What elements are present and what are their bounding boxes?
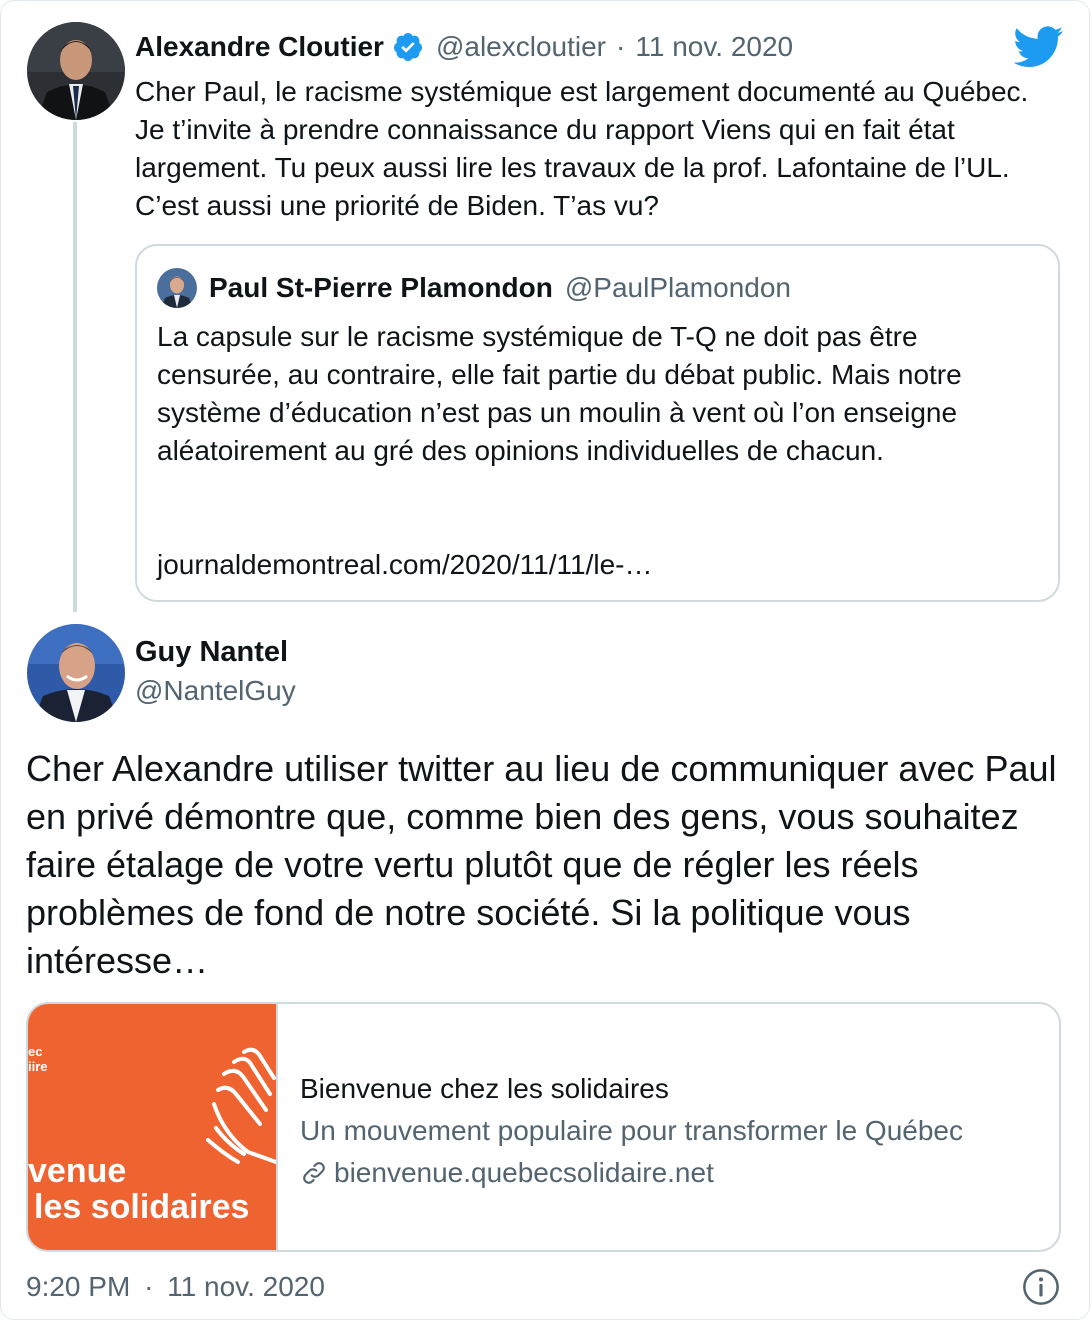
quoted-tweet-header <box>157 268 791 308</box>
thumbnail-small-line-1: ec <box>28 1044 43 1059</box>
link-icon <box>300 1159 328 1187</box>
tweet1-date[interactable]: 11 nov. 2020 <box>635 31 794 62</box>
avatar-guy-nantel[interactable] <box>27 624 125 722</box>
tweet-timestamp[interactable] <box>26 1268 325 1306</box>
avatar-alexandre-cloutier[interactable] <box>27 22 125 120</box>
raised-fist-icon <box>204 1044 276 1170</box>
info-icon[interactable] <box>1022 1268 1060 1306</box>
tweet1-handle[interactable]: @alexcloutier <box>435 31 607 62</box>
twitter-bird-icon[interactable] <box>1014 26 1064 68</box>
avatar-paul-plamondon[interactable] <box>157 268 197 308</box>
card-divider <box>276 1004 278 1252</box>
tweet1-text: Cher Paul, le racisme systémique est largement documenté au Québec. Je t’invite à prendre connaissance du rapport Viens qui en fait état largement. Tu peux aussi lire les travaux de la prof. Lafontaine de l’UL. C’est aussi une priorité de Biden. T’as vu? <box>135 76 1029 221</box>
thumbnail-small-text <box>28 1044 48 1074</box>
verified-badge-icon <box>392 31 424 63</box>
quoted-tweet-text: La capsule sur le racisme systémique de T-Q ne doit pas être censurée, au contraire, elle fait partie du débat public. Mais notre système d’éducation n’est pas un moulin à vent où l’on enseigne aléatoirement au gré des opinions individuelles de chacun. <box>157 321 962 466</box>
avatar-photo <box>27 624 125 722</box>
thread-connector-line <box>73 122 77 612</box>
tweet2-author-handle[interactable]: @NantelGuy <box>135 675 296 706</box>
link-preview-title[interactable]: Bienvenue chez les solidaires <box>300 1073 669 1104</box>
thumbnail-small-line-2: iire <box>28 1059 48 1074</box>
tweet-date: 11 nov. 2020 <box>167 1271 325 1302</box>
tweet2-text: Cher Alexandre utiliser twitter au lieu de communiquer avec Paul en privé démontre que, comme bien des gens, vous souhaitez faire étalage de votre vertu plutôt que de régler les réels problèmes de fond de notre société. Si la politique vous intéresse… <box>26 748 1057 981</box>
link-preview-url-row[interactable] <box>300 1154 714 1192</box>
timestamp-separator: · <box>144 1271 154 1302</box>
quoted-tweet-card[interactable] <box>135 244 1060 602</box>
link-preview-thumbnail <box>28 1004 276 1252</box>
link-preview-description: Un mouvement populaire pour transformer le Québec <box>300 1115 964 1146</box>
tweet1-header <box>135 28 793 66</box>
avatar-photo <box>157 268 197 308</box>
quoted-author-handle[interactable]: @PaulPlamondon <box>564 272 791 303</box>
tweet1-separator: · <box>616 31 626 62</box>
link-preview-card[interactable] <box>26 1002 1061 1252</box>
tweet1-author-name[interactable]: Alexandre Cloutier <box>135 31 384 62</box>
thumbnail-text-line-1: venue <box>28 1152 127 1190</box>
thumbnail-text-line-2: les solidaires <box>34 1188 250 1226</box>
avatar-photo <box>27 22 125 120</box>
link-preview-url[interactable]: bienvenue.quebecsolidaire.net <box>334 1157 714 1188</box>
tweet2-author-name[interactable]: Guy Nantel <box>135 636 289 668</box>
quoted-tweet-link[interactable]: journaldemontreal.com/2020/11/11/le-… <box>157 549 653 580</box>
quoted-author-name[interactable]: Paul St-Pierre Plamondon <box>209 272 553 303</box>
tweet-time: 9:20 PM <box>26 1271 131 1302</box>
